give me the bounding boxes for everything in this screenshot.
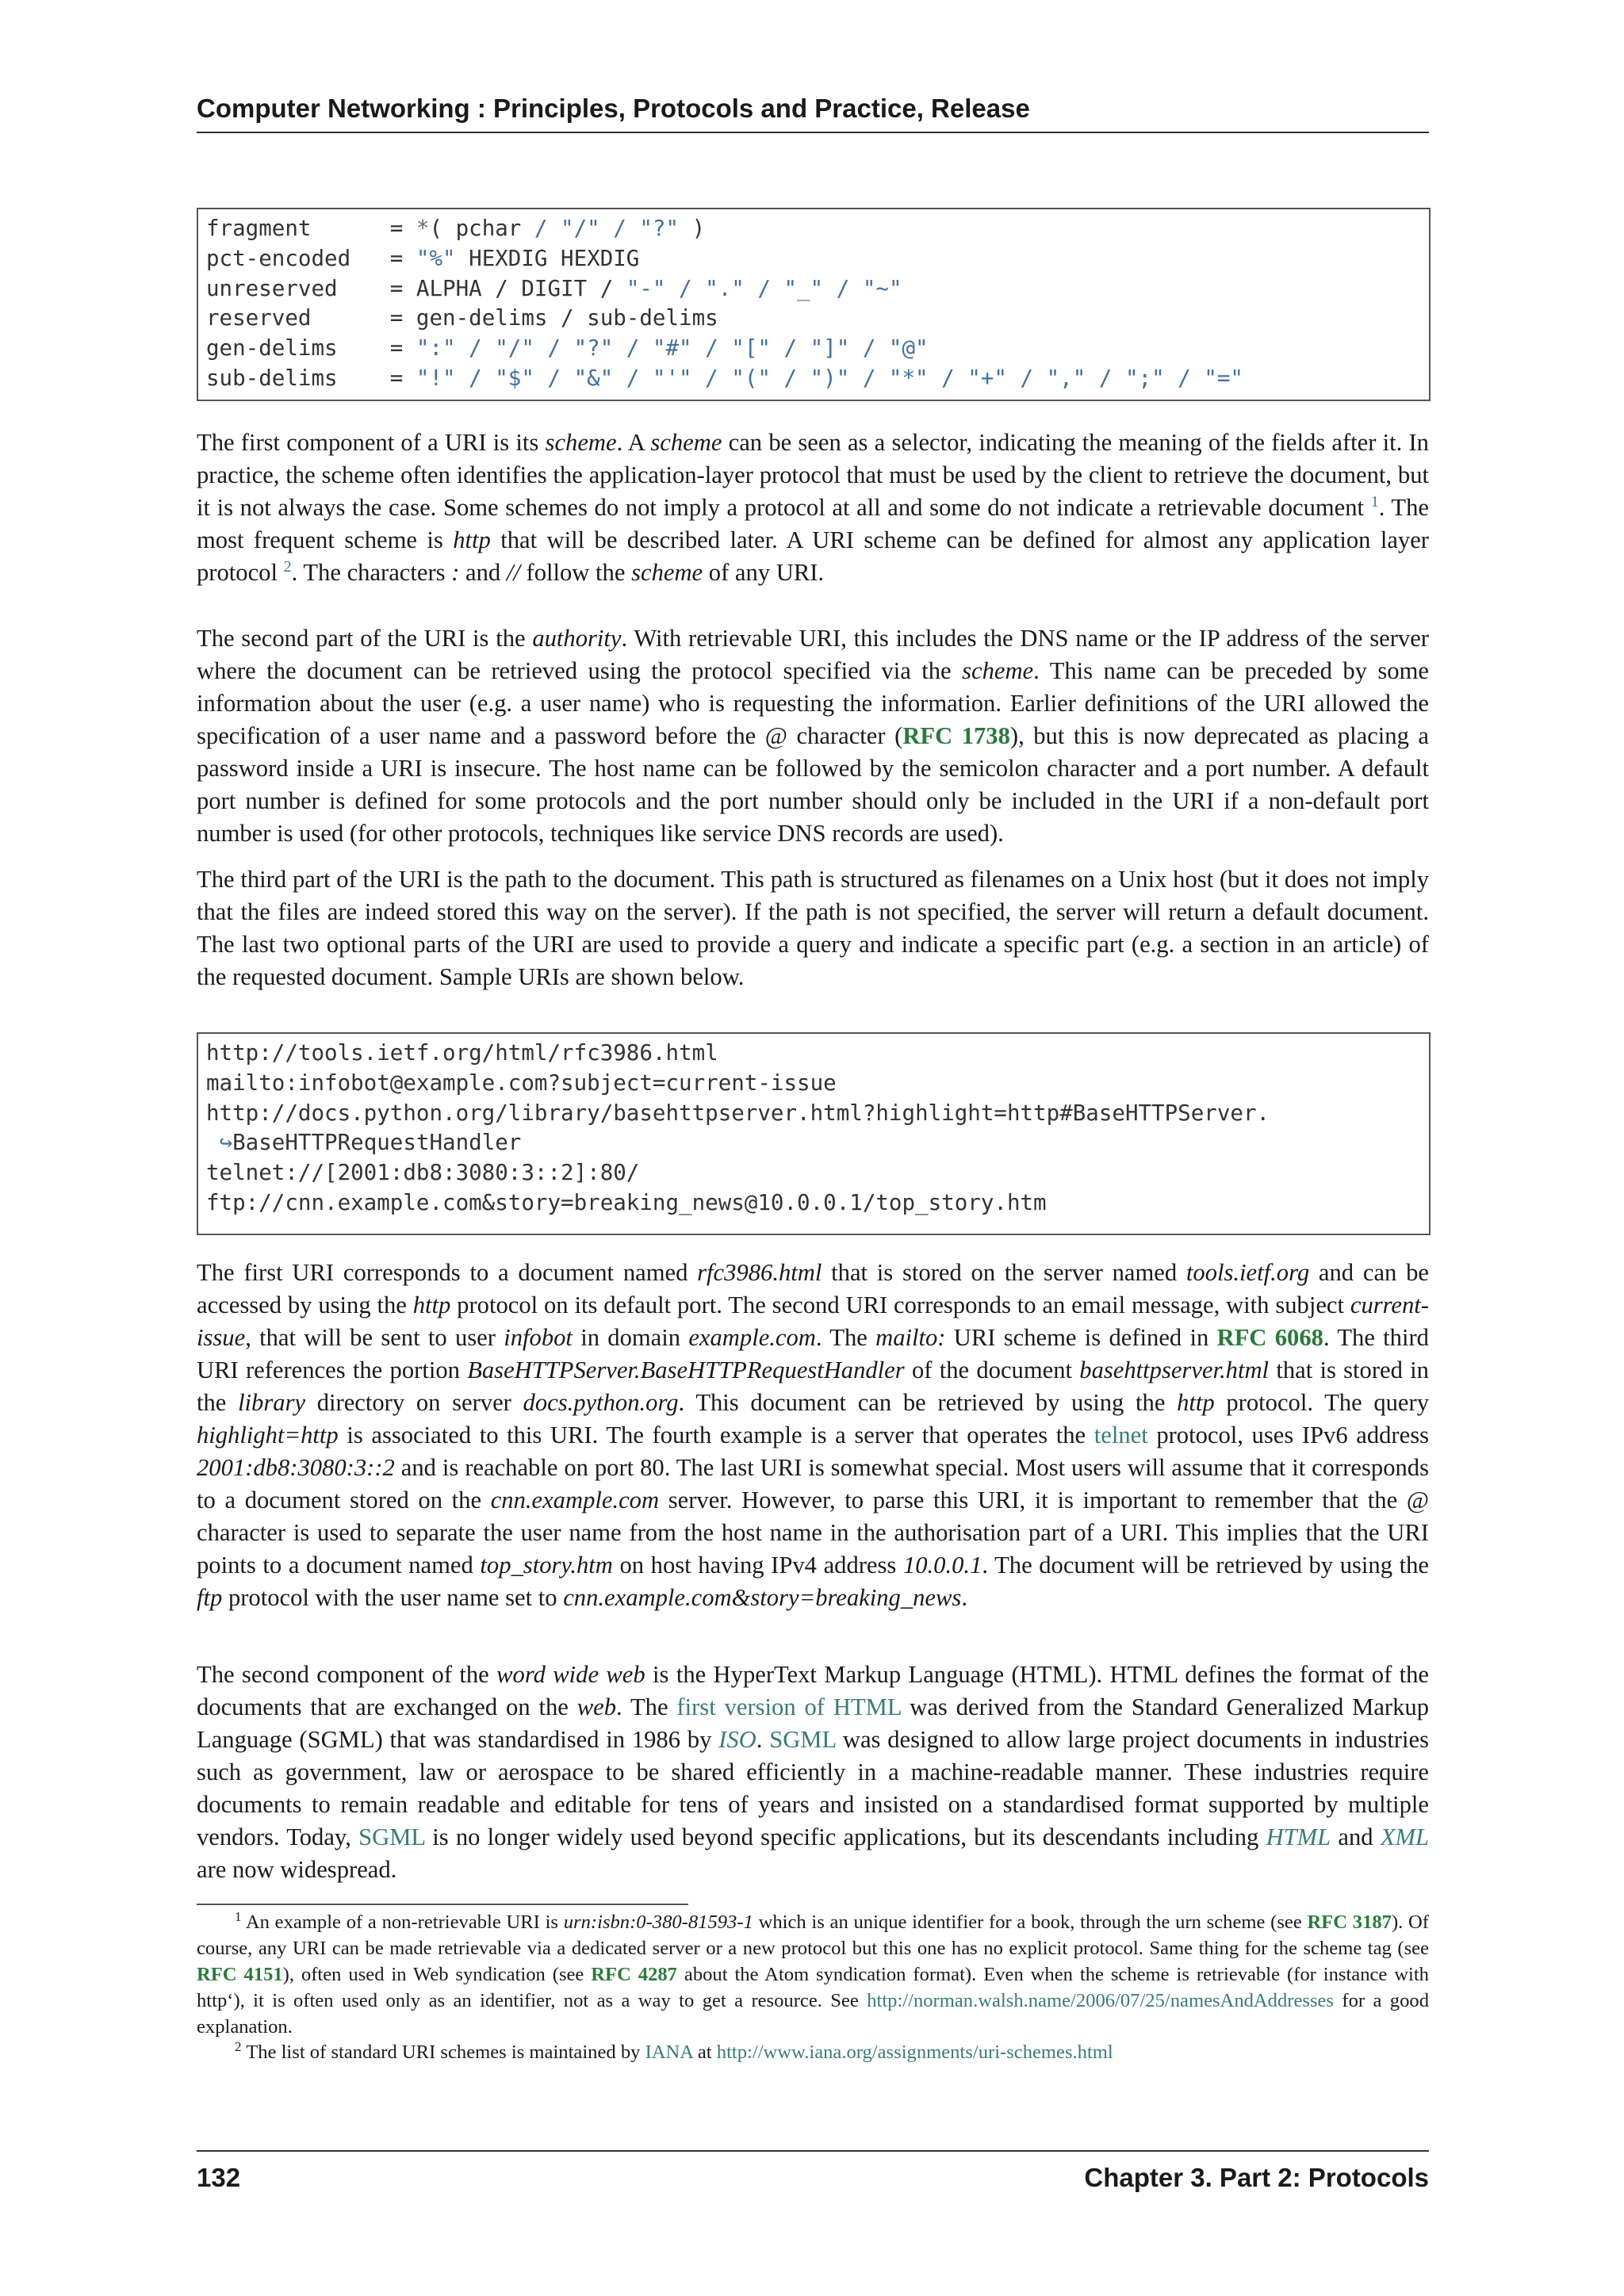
- code-line: http://docs.python.org/library/basehttpserver.html?highlight=http#BaseHTTPServer.: [206, 1100, 1270, 1126]
- rfc-4151-link[interactable]: RFC 4151: [197, 1964, 283, 1985]
- running-footer: [197, 2150, 1429, 2198]
- footnote-marker: 1: [235, 1908, 242, 1924]
- footnote-2: $^2$ The list of standard URI schemes is maintained by IANA at http://www.iana.org/assignments/uri-schemes.html: [235, 2038, 1113, 2063]
- paragraph-scheme: The first component of a URI is its scheme. A scheme can be seen as a selector, indicating the meaning of the fields after it. In practice, the scheme often identifies the application-layer protocol that must be used by the client to retrieve the document, but it is not always the case. Some schemes do not imply a protocol at all and some do not indicate a retrievable document $^1$. The most frequent scheme is http that will be described later. A URI scheme can be defined for almost any application layer protocol $^2$. The characters : and // follow the scheme of any URI.: [197, 429, 1429, 586]
- paragraph-html: The second component of the word wide web is the HyperText Markup Language (HTML). HTML defines the format of the documents that are exchanged on the web. The first version of HTML was derived from the Standard Generalized Markup Language (SGML) that was standardised in 1986 by ISO. SGML was designed to allow large project documents in industries such as government, law or aerospace to be shared efficiently in a machine-readable manner. These industries require documents to remain readable and editable for tens of years and insisted on a standardised format supported by multiple vendors. Today, SGML is no longer widely used beyond specific applications, but its descendants including HTML and XML are now widespread.: [197, 1661, 1430, 1883]
- sgml-link[interactable]: SGML: [358, 1823, 425, 1850]
- rfc-1738-link[interactable]: RFC 1738: [902, 722, 1010, 749]
- rfc-6068-link[interactable]: RFC 6068: [1216, 1324, 1323, 1351]
- code-line: ↪BaseHTTPRequestHandler: [219, 1130, 522, 1156]
- footnote-separator: [197, 1904, 688, 1905]
- rfc-3187-link[interactable]: RFC 3187: [1307, 1911, 1392, 1933]
- paragraph-uri-examples: The first URI corresponds to a document named rfc3986.html that is stored on the server named tools.ietf.org and can be accessed by using the http protocol on its default port. The second URI corresponds to an email message, with subject current-issue, that will be sent to user infobot in domain example.com. The mailto: URI scheme is defined in RFC 6068. The third URI references the portion BaseHTTPServer.BaseHTTPRequestHandler of the document basehttpserver.html that is stored in the library directory on server docs.python.org. This document can be retrieved by using the http protocol. The query highlight=http is associated to this URI. The fourth example is a server that operates the telnet protocol, uses IPv6 address 2001:db8:3080:3::2 and is reachable on port 80. The last URI is somewhat special. Most users will assume that it corresponds to a document stored on the cnn.example.com server. However, to parse this URI, it is important to remember that the @ character is used to separate the user name from the host name in the authorisation part of a URI. This implies that the URI points to a document named top_story.htm on host having IPv4 address 10.0.0.1. The document will be retrieved by using the ftp protocol with the user name set to cnn.example.com&story=breaking_news.: [197, 1259, 1430, 1611]
- paragraph-authority: The second part of the URI is the authority. With retrievable URI, this includes the DNS name or the IP address of the server where the document can be retrieved using the protocol specified via the scheme. This name can be preceded by some information about the user (e.g. a user name) who is requesting the information. Earlier definitions of the URI allowed the specification of a user name and a password before the @ character (RFC 1738), but this is now deprecated as placing a password inside a URI is insecure. The host name can be followed by the semicolon character and a port number. A default port number is defined for some protocols and the port number should only be included in the URI if a non-default port number is used (for other protocols, techniques like service DNS records are used).: [197, 625, 1429, 847]
- first-version-of-html-link[interactable]: first version of HTML: [676, 1693, 902, 1720]
- code-line: ftp://cnn.example.com&story=breaking_news@10.0.0.1/top_story.htm: [206, 1189, 1047, 1215]
- code-line: http://tools.ietf.org/html/rfc3986.html: [206, 1040, 718, 1066]
- grammar-line: sub-delims = "!" / "$" / "&" / "'" / "(" / ")" / "*" / "+" / "," / ";" / "=": [206, 365, 1243, 391]
- running-header: [197, 89, 1429, 133]
- uri-grammar-code-block: [197, 208, 1431, 401]
- paragraph-path: The third part of the URI is the path to the document. This path is structured as filenames on a Unix host (but it does not imply that the files are indeed stored this way on the server). If the path is not specified, the server will return a default document. The last two optional parts of the URI are used to provide a query and indicate a specific part (e.g. a section in an article) of the requested document. Sample URIs are shown below.: [197, 866, 1429, 990]
- grammar-line: gen-delims = ":" / "/" / "?" / "#" / "[" / "]" / "@": [206, 335, 929, 362]
- sgml-link[interactable]: SGML: [769, 1726, 837, 1753]
- xml-link[interactable]: XML: [1380, 1823, 1429, 1850]
- code-line: telnet://[2001:db8:3080:3::2]:80/: [206, 1160, 640, 1186]
- chapter-title: Chapter 3. Part 2: Protocols: [1084, 2163, 1429, 2192]
- footnote-ref-1[interactable]: 1: [1370, 492, 1379, 511]
- grammar-line: pct-encoded = "%" HEXDIG HEXDIG: [206, 245, 640, 271]
- norman-walsh-link[interactable]: http://norman.walsh.name/2006/07/25/namesAndAddresses: [867, 1990, 1335, 2011]
- code-line: mailto:infobot@example.com?subject=current-issue: [206, 1070, 837, 1096]
- footnote-ref-2[interactable]: 2: [283, 557, 292, 576]
- iana-link[interactable]: IANA: [645, 2042, 693, 2063]
- grammar-line: reserved = gen-delims / sub-delims: [206, 305, 718, 331]
- telnet-link[interactable]: telnet: [1094, 1422, 1148, 1448]
- footnote-1: $^1$ An example of a non-retrievable URI is urn:isbn:0-380-81593-1 which is an unique identifier for a book, through the urn scheme (see RFC 3187). Of course, any URI can be made retrievable via a dedicated server or a new protocol but this one has no explicit protocol. Same thing for the scheme tag (see RFC 4151), often used in Web syndication (see RFC 4287 about the Atom syndication format). Even when the scheme is retrievable (for instance with http‘), it is often used only as an identifier, not as a way to get a resource. See http://norman.walsh.name/2006/07/25/namesAndAddresses for a good explanation.: [197, 1908, 1429, 2038]
- grammar-line: unreserved = ALPHA / DIGIT / "-" / "." / "_" / "~": [206, 275, 902, 301]
- iso-link[interactable]: ISO: [718, 1726, 756, 1753]
- rfc-4287-link[interactable]: RFC 4287: [591, 1964, 677, 1985]
- header-title: Computer Networking : Principles, Protocols and Practice, Release: [197, 94, 1030, 123]
- line-continuation-icon: ↪: [219, 1130, 233, 1156]
- grammar-line: fragment = *( pchar / "/" / "?" ): [206, 216, 706, 241]
- footnote-marker: 2: [235, 2038, 242, 2054]
- iana-uri-schemes-link[interactable]: http://www.iana.org/assignments/uri-schemes.html: [716, 2042, 1113, 2063]
- html-link[interactable]: HTML: [1266, 1823, 1331, 1850]
- page-number: 132: [197, 2163, 241, 2192]
- sample-uris-code-block: [197, 1032, 1431, 1235]
